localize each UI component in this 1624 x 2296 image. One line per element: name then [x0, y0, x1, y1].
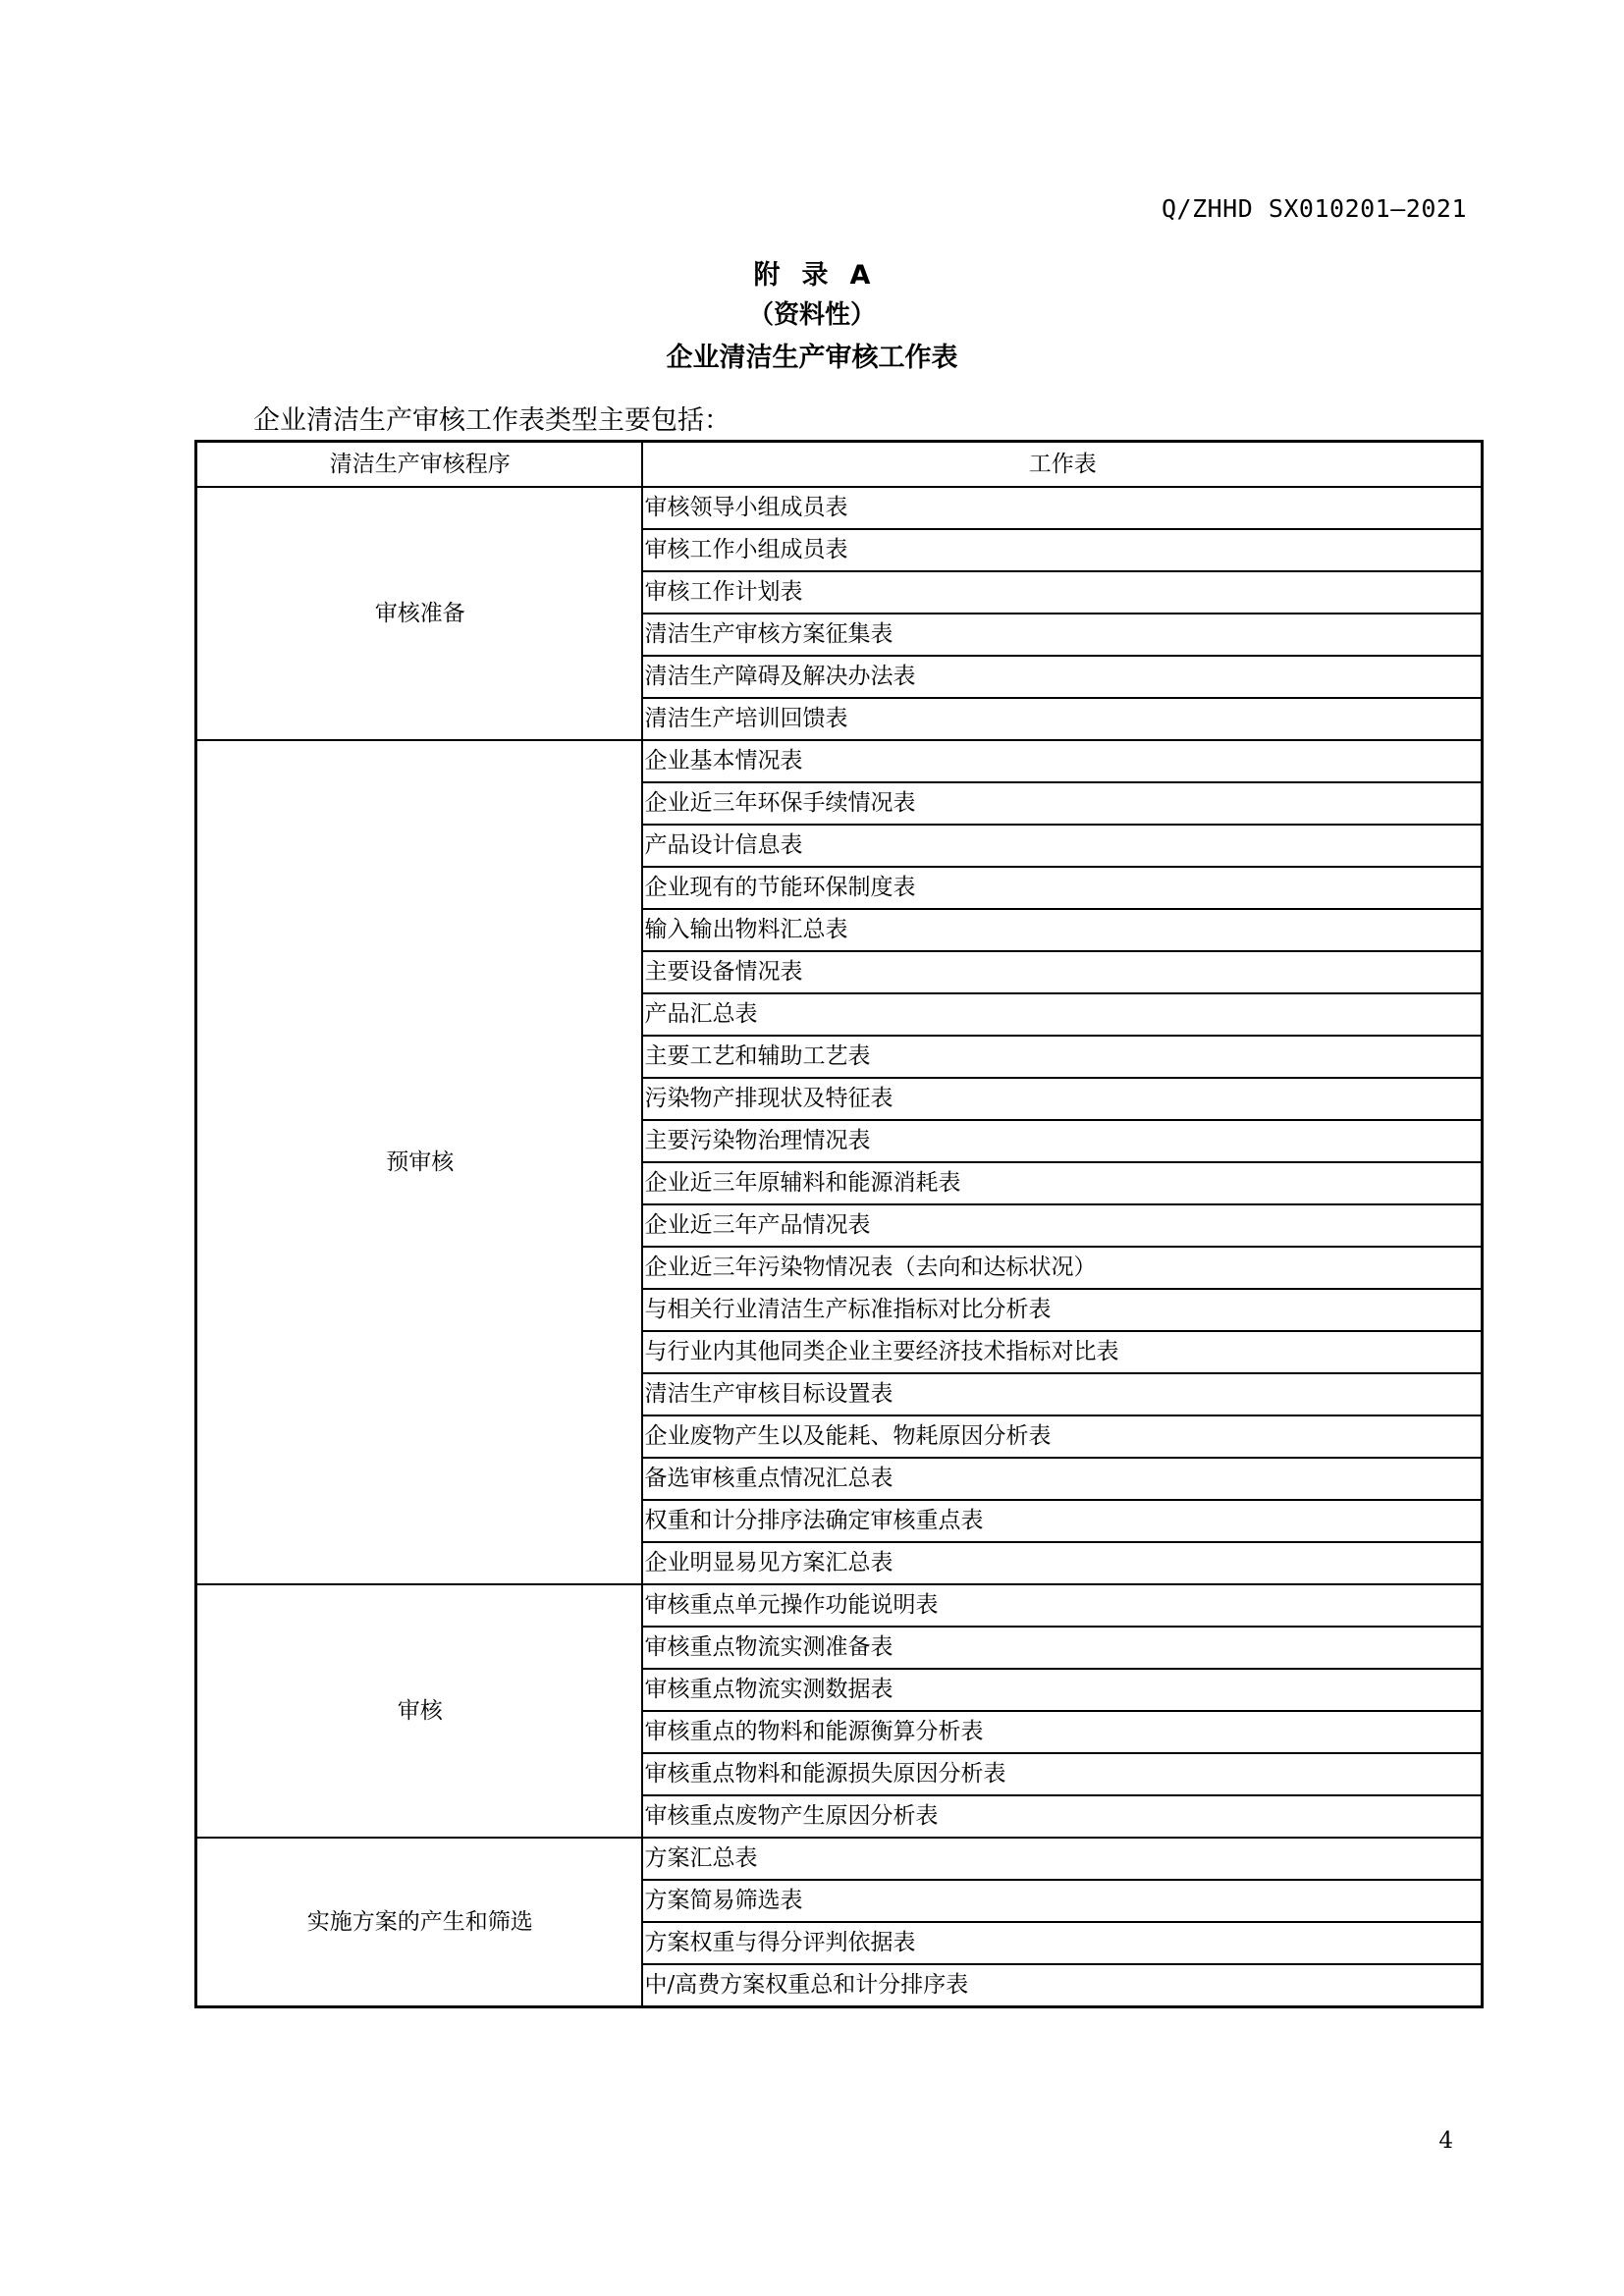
worksheet-cell: 审核重点的物料和能源衡算分析表	[642, 1711, 1483, 1753]
table-row	[196, 487, 1483, 529]
audit-stage-cell: 预审核	[196, 740, 642, 1584]
header-audit-procedure: 清洁生产审核程序	[196, 442, 642, 488]
worksheet-cell: 审核重点废物产生原因分析表	[642, 1795, 1483, 1838]
worksheet-cell: 企业近三年原辅料和能源消耗表	[642, 1162, 1483, 1204]
worksheet-cell: 企业明显易见方案汇总表	[642, 1542, 1483, 1584]
worksheet-cell: 企业近三年产品情况表	[642, 1204, 1483, 1247]
page-number: 4	[1438, 2128, 1453, 2154]
worksheet-table	[194, 440, 1484, 2008]
appendix-nature: （资料性）	[747, 300, 876, 330]
worksheet-cell: 企业废物产生以及能耗、物耗原因分析表	[642, 1415, 1483, 1458]
worksheet-cell: 审核重点物流实测准备表	[642, 1627, 1483, 1669]
header-worksheet: 工作表	[642, 442, 1483, 488]
worksheet-cell: 方案权重与得分评判依据表	[642, 1922, 1483, 1964]
appendix-label-char: 附	[753, 260, 781, 291]
appendix-label-char: 录	[801, 260, 829, 291]
worksheet-cell: 审核重点物流实测数据表	[642, 1669, 1483, 1711]
worksheet-cell: 企业近三年环保手续情况表	[642, 782, 1483, 825]
worksheet-cell: 备选审核重点情况汇总表	[642, 1458, 1483, 1500]
standard-code: Q/ZHHD SX010201—2021	[1161, 194, 1467, 223]
worksheet-cell: 产品汇总表	[642, 993, 1483, 1036]
table-row	[196, 1584, 1483, 1627]
worksheet-cell: 方案简易筛选表	[642, 1880, 1483, 1922]
audit-stage-cell: 审核准备	[196, 487, 642, 740]
worksheet-cell: 审核工作计划表	[642, 571, 1483, 614]
worksheet-cell: 清洁生产审核目标设置表	[642, 1373, 1483, 1415]
appendix-label-char: A	[849, 260, 871, 291]
table-header-row	[196, 442, 1483, 488]
worksheet-cell: 企业现有的节能环保制度表	[642, 867, 1483, 909]
worksheet-cell: 中/高费方案权重总和计分排序表	[642, 1964, 1483, 2007]
worksheet-cell: 企业近三年污染物情况表（去向和达标状况）	[642, 1247, 1483, 1289]
worksheet-cell: 审核重点物料和能源损失原因分析表	[642, 1753, 1483, 1795]
worksheet-cell: 审核重点单元操作功能说明表	[642, 1584, 1483, 1627]
audit-stage-cell: 实施方案的产生和筛选	[196, 1838, 642, 2007]
worksheet-cell: 与相关行业清洁生产标准指标对比分析表	[642, 1289, 1483, 1331]
worksheet-cell: 企业基本情况表	[642, 740, 1483, 782]
worksheet-cell: 清洁生产审核方案征集表	[642, 614, 1483, 656]
worksheet-cell: 输入输出物料汇总表	[642, 909, 1483, 951]
appendix-title: 企业清洁生产审核工作表	[666, 343, 958, 373]
table-body	[196, 487, 1483, 2007]
worksheet-cell: 与行业内其他同类企业主要经济技术指标对比表	[642, 1331, 1483, 1373]
worksheet-cell: 权重和计分排序法确定审核重点表	[642, 1500, 1483, 1542]
worksheet-cell: 审核工作小组成员表	[642, 529, 1483, 571]
worksheet-cell: 主要设备情况表	[642, 951, 1483, 993]
worksheet-cell: 产品设计信息表	[642, 825, 1483, 867]
audit-stage-cell: 审核	[196, 1584, 642, 1838]
table-row	[196, 1838, 1483, 1880]
worksheet-cell: 方案汇总表	[642, 1838, 1483, 1880]
appendix-label	[0, 253, 1624, 292]
table-row	[196, 740, 1483, 782]
worksheet-cell: 审核领导小组成员表	[642, 487, 1483, 529]
intro-paragraph: 企业清洁生产审核工作表类型主要包括：	[253, 405, 731, 436]
worksheet-cell: 主要污染物治理情况表	[642, 1120, 1483, 1162]
worksheet-cell: 清洁生产培训回馈表	[642, 698, 1483, 740]
worksheet-cell: 主要工艺和辅助工艺表	[642, 1036, 1483, 1078]
worksheet-cell: 污染物产排现状及特征表	[642, 1078, 1483, 1120]
worksheet-cell: 清洁生产障碍及解决办法表	[642, 656, 1483, 698]
